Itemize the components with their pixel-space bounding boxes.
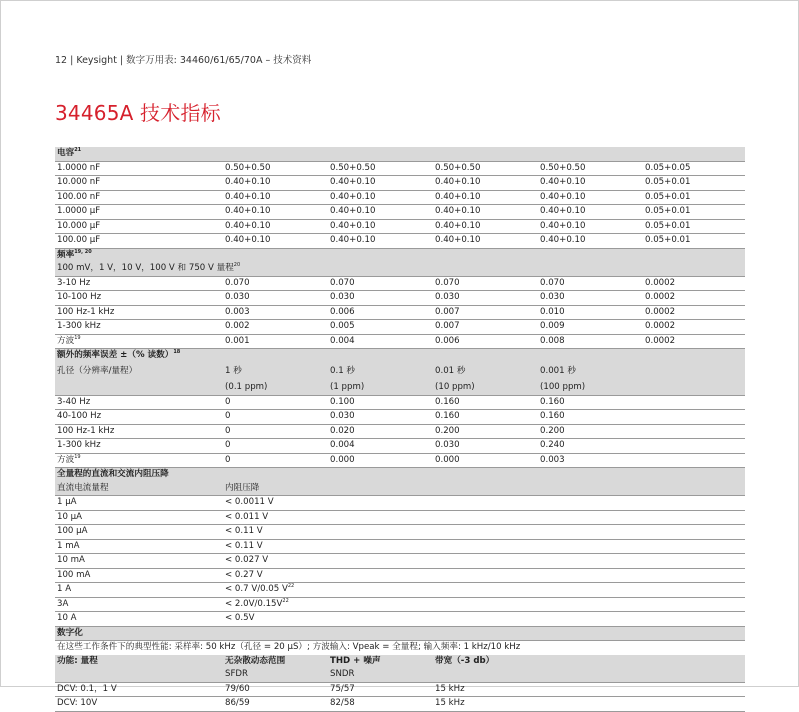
cell-value: 0.40+0.10 [540,191,586,202]
row-label [57,439,101,453]
freq-error-row [55,439,745,454]
cell-value: 0.030 [330,411,355,421]
digitize-col-thd: THD + 噪声 [330,655,381,666]
ppm-3: (10 ppm) [435,381,475,392]
digitize-col-sfdr-abbr: SFDR [225,669,248,679]
page-title: 34465A 技术指标 [55,101,221,125]
cell-value-text: < 0.5V [225,613,255,623]
digitize-col-function: 功能: 量程 [57,655,98,666]
row-label-text: 40-100 Hz [57,411,102,421]
cell-value: 0.05+0.01 [645,177,691,187]
cell-value: 0.200 [435,425,460,436]
cell-value: 0.100 [330,396,355,407]
cell-value: 0.05+0.01 [645,191,691,202]
cell-value: 0.40+0.10 [435,177,481,187]
cell-value: 0.030 [540,292,565,302]
freq-error-rows [55,396,745,469]
burden-row [55,511,745,526]
ppm-1: (0.1 ppm) [225,381,268,392]
row-label-text: 100.00 nF [57,191,101,202]
cell-value: 0.160 [540,396,565,407]
row-label-text: 100.00 µF [57,235,101,245]
frequency-row [55,291,745,306]
digitize-header [55,655,745,669]
row-label-text: DCV: 0.1，1 V [57,683,117,694]
footnote-ref: 22 [287,583,295,590]
row-label: 100 µA [57,526,88,536]
cell-value: 0.40+0.10 [540,235,586,245]
row-label [57,205,100,219]
row-label [57,410,101,424]
capacitance-rows [55,162,745,249]
capacitance-row [55,162,745,177]
section-title: 数字化 [57,627,83,638]
cell-value: 0.40+0.10 [435,191,481,202]
digitize-note [55,641,745,655]
freq-error-row [55,396,745,411]
cell-value: 0.010 [540,306,565,317]
row-label: 3A [57,598,69,609]
row-label-text: DCV: 10V [57,698,98,708]
cell-value: 0.0002 [645,306,676,317]
frequency-subheader [55,262,745,277]
cell-value: 0.05+0.01 [645,235,691,245]
freq-error-row [55,454,745,469]
cell-value: 0.004 [330,335,355,346]
ppm-2: (1 ppm) [330,381,365,392]
footnote-ref: 19 [74,453,81,460]
row-label-text: 3-10 Hz [57,277,91,288]
cell-value [225,496,274,510]
frequency-row [55,306,745,321]
section-title: 电容 [57,148,75,158]
cell-value: 0.160 [435,411,460,421]
row-label [57,176,100,190]
cell-value: 0 [225,454,231,465]
cell-value: 0.40+0.10 [540,177,586,187]
cell-value-text: < 0.0011 V [225,497,274,507]
cell-value: 0.002 [225,321,250,331]
burden-row [55,612,745,627]
cell-value: 0.000 [330,454,355,465]
ppm-header [55,379,745,396]
capacitance-row [55,234,745,249]
cell-value: 0.030 [435,292,460,302]
cell-value-text: < 0.27 V [225,569,263,580]
row-label [57,454,81,468]
cell-value-text: < 2.0V/0.15V [225,598,283,609]
cell-value [225,583,294,597]
row-label-text: 10-100 Hz [57,292,102,302]
row-label [57,320,101,334]
cell-value: 15 kHz [435,698,465,708]
burden-row [55,598,745,613]
row-label-text: 10.000 µF [57,220,101,231]
digitize-row [55,697,745,712]
footnote-ref: 19, 20 [74,248,92,255]
row-label: 100 mA [57,569,91,580]
cell-value [225,525,263,539]
frequency-row [55,335,745,350]
cell-value: 0.240 [540,440,565,450]
subheader-text: 100 mV，1 V，10 V，100 V 和 750 V 量程 [57,263,234,273]
cell-value: 0.0002 [645,321,676,331]
section-capacitance [55,147,745,162]
row-label: 1 A [57,584,72,594]
cell-value: 0.001 [225,335,250,346]
section-digitize [55,627,745,642]
row-label-text: 方波 [57,335,75,346]
section-freq-error [55,349,745,363]
cell-value: 0.020 [330,425,355,436]
frequency-row [55,320,745,335]
footnote-ref: 22 [282,597,289,604]
burden-row [55,525,745,540]
cell-value: 75/57 [330,683,355,694]
cell-value: 0.50+0.50 [540,162,586,173]
capacitance-row [55,176,745,191]
section-title: 频率 [57,249,75,260]
cell-value: 0.000 [435,454,460,465]
cell-value: 0.50+0.50 [435,162,481,173]
cell-value: 0.05+0.01 [645,220,691,231]
row-label-text: 1.0000 nF [57,162,101,173]
cell-value [225,554,268,568]
row-label: 10 A [57,613,77,623]
digitize-col-bw: 带宽（-3 db） [435,655,495,666]
cell-value: 0.40+0.10 [540,220,586,231]
digitize-col-sfdr: 无杂散动态范围 [225,655,286,666]
section-frequency [55,249,745,263]
cell-value: 0 [225,440,231,450]
footnote-ref: 20 [233,262,241,269]
cell-value: 0.004 [330,440,355,450]
burden-rows [55,496,745,627]
cell-value: 0.009 [540,321,565,331]
cell-value: 0.007 [435,321,460,331]
digitize-header-2 [55,668,745,683]
burden-row [55,554,745,569]
row-label: 1 µA [57,497,77,507]
row-label-text: 1-300 kHz [57,440,101,450]
cell-value: 0.008 [540,335,565,346]
cell-value: 0.030 [330,292,355,302]
row-label: 1 mA [57,540,80,551]
row-label [57,220,100,234]
cell-value-text: < 0.11 V [225,540,263,551]
cell-value [225,511,268,525]
row-label-text: 3-40 Hz [57,396,91,407]
cell-value: 0.005 [330,321,355,331]
aperture-label: 孔径（分辨率/量程） [57,365,138,376]
footnote-ref: 18 [173,349,181,356]
cell-value: 0.070 [225,277,250,288]
cell-value [225,569,263,583]
cell-value: 0.40+0.10 [330,177,376,187]
row-label [57,234,100,248]
cell-value [225,612,254,626]
cell-value: 0.0002 [645,335,676,346]
cell-value: 0.070 [435,277,460,288]
cell-value: 0.200 [540,425,565,436]
aperture-2: 0.1 秒 [330,365,355,376]
cell-value: 0.50+0.50 [225,162,271,173]
page-header: 12 | Keysight | 数字万用表: 34460/61/65/70A – 技术资料 [55,55,312,66]
cell-value: 15 kHz [435,683,465,694]
burden-header [55,482,745,497]
section-burden [55,468,745,482]
burden-row [55,569,745,584]
cell-value [225,540,263,554]
cell-value-text: < 0.7 V/0.05 V [225,584,288,594]
cell-value: 0.40+0.10 [330,235,376,245]
cell-value: 0.006 [330,306,355,317]
row-label [57,291,101,305]
cell-value: 82/58 [330,698,355,708]
cell-value: 0.05+0.05 [645,162,691,173]
row-label [57,335,81,349]
cell-value: 0.40+0.10 [540,206,586,216]
digitize-col-thd-abbr: SNDR [330,669,355,679]
cell-value [225,598,289,612]
row-label-text: 100 Hz-1 kHz [57,306,115,317]
row-label-text: 方波 [57,454,75,465]
cell-value: 0.40+0.10 [330,191,376,202]
cell-value: 0.05+0.01 [645,206,691,216]
capacitance-row [55,220,745,235]
row-label-text: 100 Hz-1 kHz [57,425,115,436]
cell-value: 0.030 [225,292,250,302]
freq-error-row [55,410,745,425]
cell-value: 0.40+0.10 [330,206,376,216]
burden-row [55,583,745,598]
ppm-4: (100 ppm) [540,381,586,392]
digitize-note-text: 在这些工作条件下的典型性能: 采样率: 50 kHz（孔径 = 20 µS）; 方波输入: Vpeak = 全量程; 输入频率: 1 kHz/10 kHz [57,642,521,652]
cell-value: 0.030 [435,440,460,450]
cell-value: 0 [225,411,231,421]
row-label [57,396,90,410]
burden-col-voltage: 内阻压降 [225,482,260,493]
cell-value: 0.0002 [645,277,676,288]
cell-value-text: < 0.11 V [225,526,263,536]
freq-error-row [55,425,745,440]
cell-value: 0.003 [225,306,250,317]
cell-value: 0 [225,425,231,436]
cell-value: 0.40+0.10 [225,235,271,245]
cell-value: 0.40+0.10 [435,206,481,216]
footnote-ref: 19 [74,334,81,341]
digitize-row [55,683,745,698]
cell-value: 0.160 [540,411,565,421]
cell-value: 0.40+0.10 [330,220,376,231]
cell-value: 0.40+0.10 [435,235,481,245]
row-label-text: 1.0000 µF [57,206,101,216]
row-label [57,306,114,320]
burden-row [55,540,745,555]
cell-value-text: < 0.027 V [225,555,269,565]
cell-value: 0.40+0.10 [435,220,481,231]
cell-value: 0.006 [435,335,460,346]
cell-value: 0 [225,396,231,407]
row-label [57,425,114,439]
aperture-header [55,363,745,379]
burden-col-range: 直流电流量程 [57,482,109,493]
footnote-ref: 21 [74,147,82,154]
cell-value-text: < 0.011 V [225,511,269,522]
cell-value: 0.0002 [645,292,676,302]
row-label [57,697,97,711]
burden-row [55,496,745,511]
aperture-3: 0.01 秒 [435,365,466,376]
section-title: 额外的频率误差 ±（% 读数） [57,350,174,360]
cell-value: 0.50+0.50 [330,162,376,173]
cell-value: 0.070 [540,277,565,288]
row-label: 10 mA [57,555,85,565]
cell-value: 0.070 [330,277,355,288]
capacitance-row [55,191,745,206]
section-title: 全量程的直流和交流内阻压降 [57,469,169,479]
cell-value: 0.160 [435,396,460,407]
aperture-1: 1 秒 [225,365,242,376]
row-label [57,277,90,291]
cell-value: 0.40+0.10 [225,220,271,231]
cell-value: 79/60 [225,683,250,694]
frequency-rows [55,277,745,350]
cell-value: 0.40+0.10 [225,191,271,202]
spec-table [55,147,745,712]
capacitance-row [55,205,745,220]
row-label [57,162,100,176]
cell-value: 0.003 [540,454,565,465]
cell-value: 86/59 [225,698,250,708]
aperture-4: 0.001 秒 [540,365,576,376]
row-label-text: 10.000 nF [57,177,101,187]
row-label [57,191,100,205]
cell-value: 0.40+0.10 [225,206,271,216]
row-label: 10 µA [57,511,83,522]
frequency-row [55,277,745,292]
cell-value: 0.40+0.10 [225,177,271,187]
cell-value: 0.007 [435,306,460,317]
row-label-text: 1-300 kHz [57,321,101,331]
row-label [57,683,117,697]
